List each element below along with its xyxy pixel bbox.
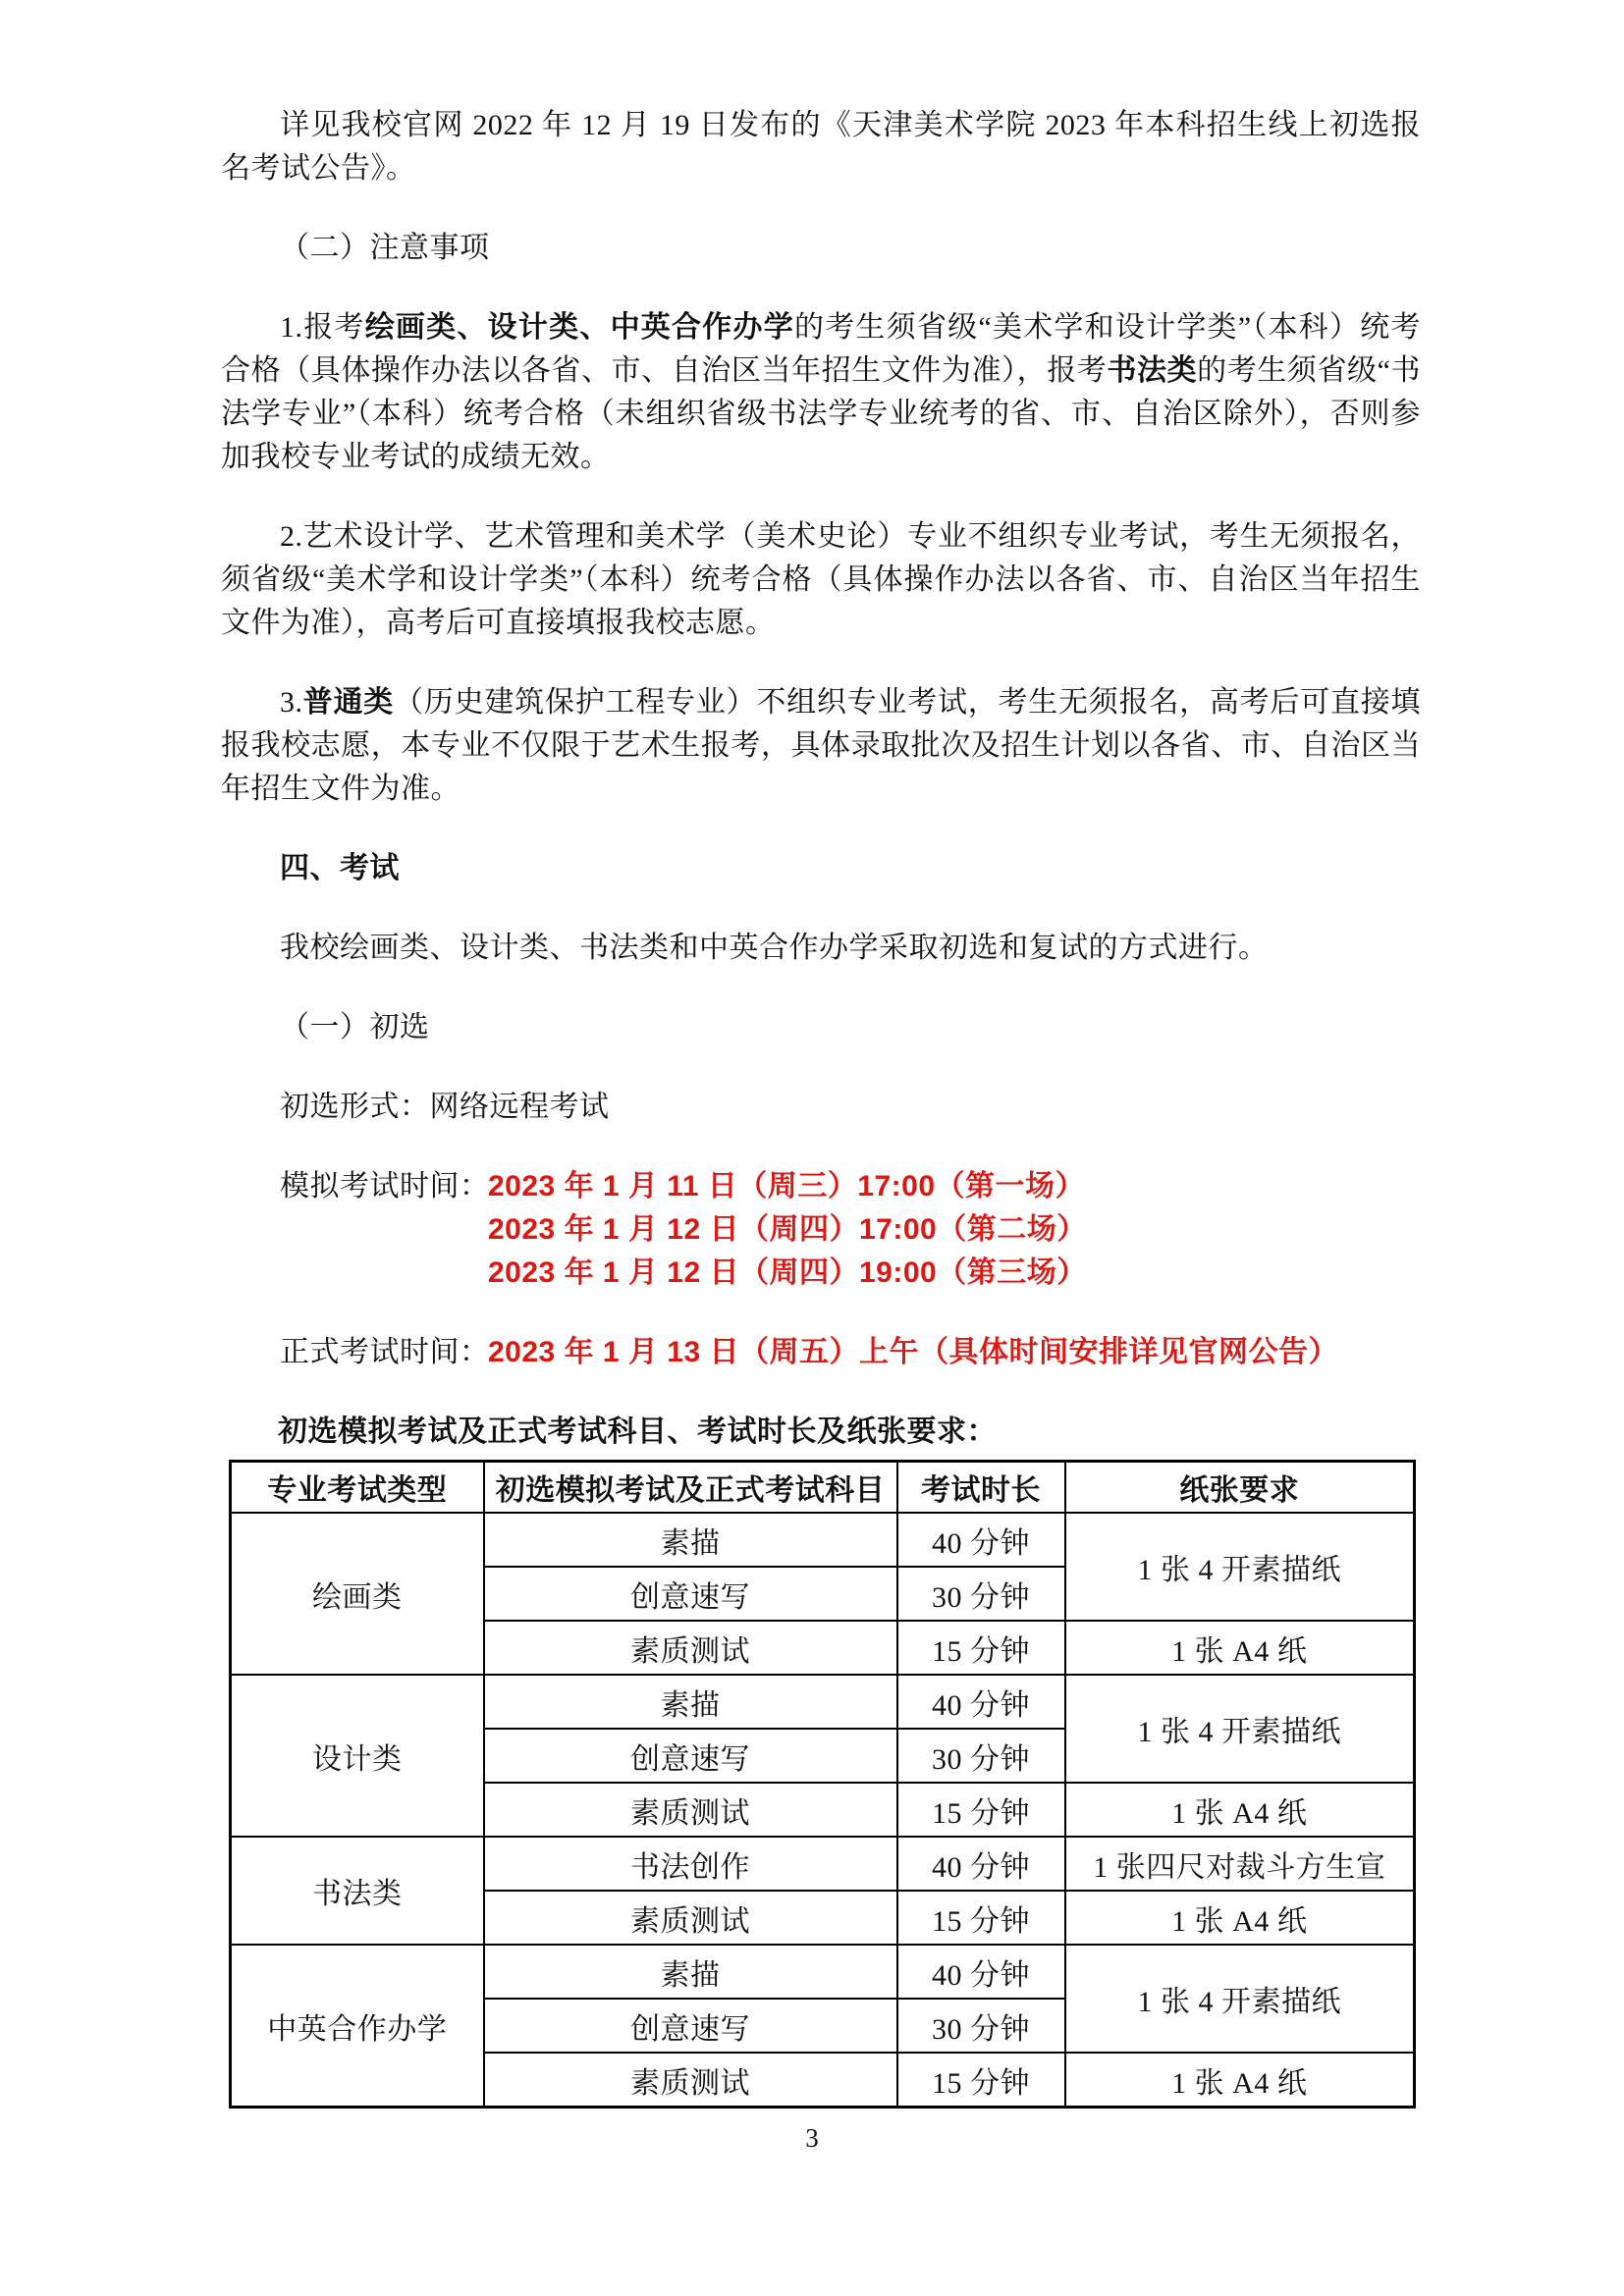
- note3-bold-general: 普通类: [302, 686, 395, 719]
- table-row: [231, 1945, 1415, 1999]
- preliminary-format-text: 初选形式：网络远程考试: [280, 1091, 610, 1123]
- paper-cell: 1 张 4 开素描纸: [1065, 1513, 1415, 1621]
- table-header-subject: 初选模拟考试及正式考试科目: [484, 1462, 897, 1514]
- subject-cell: 素描: [484, 1513, 897, 1567]
- exam-schedule-table: [229, 1460, 1416, 2109]
- mock-time-row-1: [221, 1165, 1421, 1208]
- note3-run-1: 3.: [280, 686, 303, 719]
- duration-cell: 15 分钟: [897, 1783, 1065, 1837]
- duration-cell: 40 分钟: [897, 1837, 1065, 1891]
- subject-cell: 创意速写: [484, 1567, 897, 1621]
- exam-method-text: 我校绘画类、设计类、书法类和中英合作办学采取初选和复试的方式进行。: [280, 932, 1269, 964]
- duration-cell: 30 分钟: [897, 1999, 1065, 2053]
- formal-time-value: 2023 年 1 月 13 日（周五）上午（具体时间安排详见官网公告）: [488, 1336, 1338, 1368]
- preliminary-format-line: [221, 1086, 1421, 1129]
- table-row: [231, 1837, 1415, 1891]
- exam-section-heading: [221, 847, 1421, 890]
- page-number: 3: [805, 2123, 819, 2153]
- note2-text: 2.艺术设计学、艺术管理和美术学（美术史论）专业不组织专业考试，考生无须报名，须省级“美术学和设计学类”（本科）统考合格（具体操作办法以各省、市、自治区当年招生文件为准），高考后可直接填报我校志愿。: [221, 520, 1421, 639]
- subject-cell: 创意速写: [484, 1729, 897, 1783]
- note1-run-3: 的考生须省级“书法学专业”（本科）统考合格（未组织省级书法学专业统考的省、市、自治区除外），否则参加我校专业考试的成绩无效。: [221, 354, 1422, 473]
- note-item-2: [221, 515, 1421, 645]
- subject-cell: 素质测试: [484, 2053, 897, 2108]
- paper-cell: 1 张 4 开素描纸: [1065, 1945, 1415, 2053]
- intro-paragraph-text: 详见我校官网 2022 年 12 月 19 日发布的《天津美术学院 2023 年本科招生线上初选报名考试公告》。: [221, 109, 1421, 185]
- note-item-1: [221, 306, 1421, 479]
- table-caption-text: 初选模拟考试及正式考试科目、考试时长及纸张要求：: [278, 1415, 997, 1448]
- exam-method-paragraph: [221, 927, 1421, 970]
- preliminary-subsection-heading: [221, 1006, 1421, 1049]
- subject-cell: 素描: [484, 1675, 897, 1729]
- note-item-3: [221, 681, 1421, 811]
- category-cell-painting: 绘画类: [231, 1513, 484, 1675]
- mock-time-row-2: [221, 1208, 1421, 1252]
- mock-time-value-1: 2023 年 1 月 11 日（周三）17:00（第一场）: [488, 1170, 1086, 1202]
- table-caption: [221, 1411, 1421, 1454]
- duration-cell: 15 分钟: [897, 1621, 1065, 1675]
- paper-cell: 1 张 A4 纸: [1065, 1621, 1415, 1675]
- note1-run-2: 的考生须省级“美术学和设计学类”（本科）统考合格（具体操作办法以各省、市、自治区当年招生文件为准），报考: [221, 311, 1421, 387]
- note3-run-2: （历史建筑保护工程专业）不组织专业考试，考生无须报名，高考后可直接填报我校志愿，本专业不仅限于艺术生报考，具体录取批次及招生计划以各省、市、自治区当年招生文件为准。: [221, 686, 1422, 805]
- subject-cell: 素质测试: [484, 1891, 897, 1945]
- paper-cell: 1 张 4 开素描纸: [1065, 1675, 1415, 1783]
- duration-cell: 40 分钟: [897, 1945, 1065, 1999]
- category-cell-design: 设计类: [231, 1675, 484, 1837]
- mock-time-value-3: 2023 年 1 月 12 日（周四）19:00（第三场）: [488, 1256, 1087, 1289]
- preliminary-subsection-heading-text: （一）初选: [280, 1011, 430, 1043]
- duration-cell: 40 分钟: [897, 1675, 1065, 1729]
- duration-cell: 30 分钟: [897, 1729, 1065, 1783]
- notes-section-heading-text: （二）注意事项: [280, 232, 490, 264]
- paper-cell: 1 张 A4 纸: [1065, 2053, 1415, 2108]
- table-header-duration: 考试时长: [897, 1462, 1065, 1514]
- intro-paragraph: [221, 104, 1421, 190]
- formal-exam-time-block: [221, 1331, 1421, 1374]
- note1-bold-calligraphy: 书法类: [1107, 354, 1198, 387]
- duration-cell: 40 分钟: [897, 1513, 1065, 1567]
- mock-time-label: 模拟考试时间：: [280, 1170, 490, 1202]
- note1-bold-categories: 绘画类、设计类、中英合作办学: [364, 311, 794, 344]
- document-content: [221, 0, 1421, 2109]
- table-header-row: [231, 1462, 1415, 1514]
- paper-cell: 1 张 A4 纸: [1065, 1783, 1415, 1837]
- subject-cell: 创意速写: [484, 1999, 897, 2053]
- subject-cell: 素质测试: [484, 1621, 897, 1675]
- note1-run-1: 1.报考: [280, 311, 365, 344]
- table-header-paper: 纸张要求: [1065, 1462, 1415, 1514]
- duration-cell: 15 分钟: [897, 2053, 1065, 2108]
- formal-time-label: 正式考试时间：: [280, 1336, 490, 1368]
- mock-exam-time-block: [221, 1165, 1421, 1295]
- exam-section-heading-text: 四、考试: [280, 852, 400, 884]
- subject-cell: 书法创作: [484, 1837, 897, 1891]
- duration-cell: 15 分钟: [897, 1891, 1065, 1945]
- subject-cell: 素质测试: [484, 1783, 897, 1837]
- subject-cell: 素描: [484, 1945, 897, 1999]
- table-header-category: 专业考试类型: [231, 1462, 484, 1514]
- category-cell-calligraphy: 书法类: [231, 1837, 484, 1945]
- duration-cell: 30 分钟: [897, 1567, 1065, 1621]
- mock-time-row-3: [221, 1252, 1421, 1295]
- mock-time-value-2: 2023 年 1 月 12 日（周四）17:00（第二场）: [488, 1213, 1087, 1246]
- table-row: [231, 1513, 1415, 1567]
- paper-cell: 1 张 A4 纸: [1065, 1891, 1415, 1945]
- paper-cell: 1 张四尺对裁斗方生宣: [1065, 1837, 1415, 1891]
- formal-time-row: [221, 1331, 1421, 1374]
- category-cell-sino-british: 中英合作办学: [231, 1945, 484, 2108]
- notes-section-heading: [221, 227, 1421, 270]
- table-row: [231, 1675, 1415, 1729]
